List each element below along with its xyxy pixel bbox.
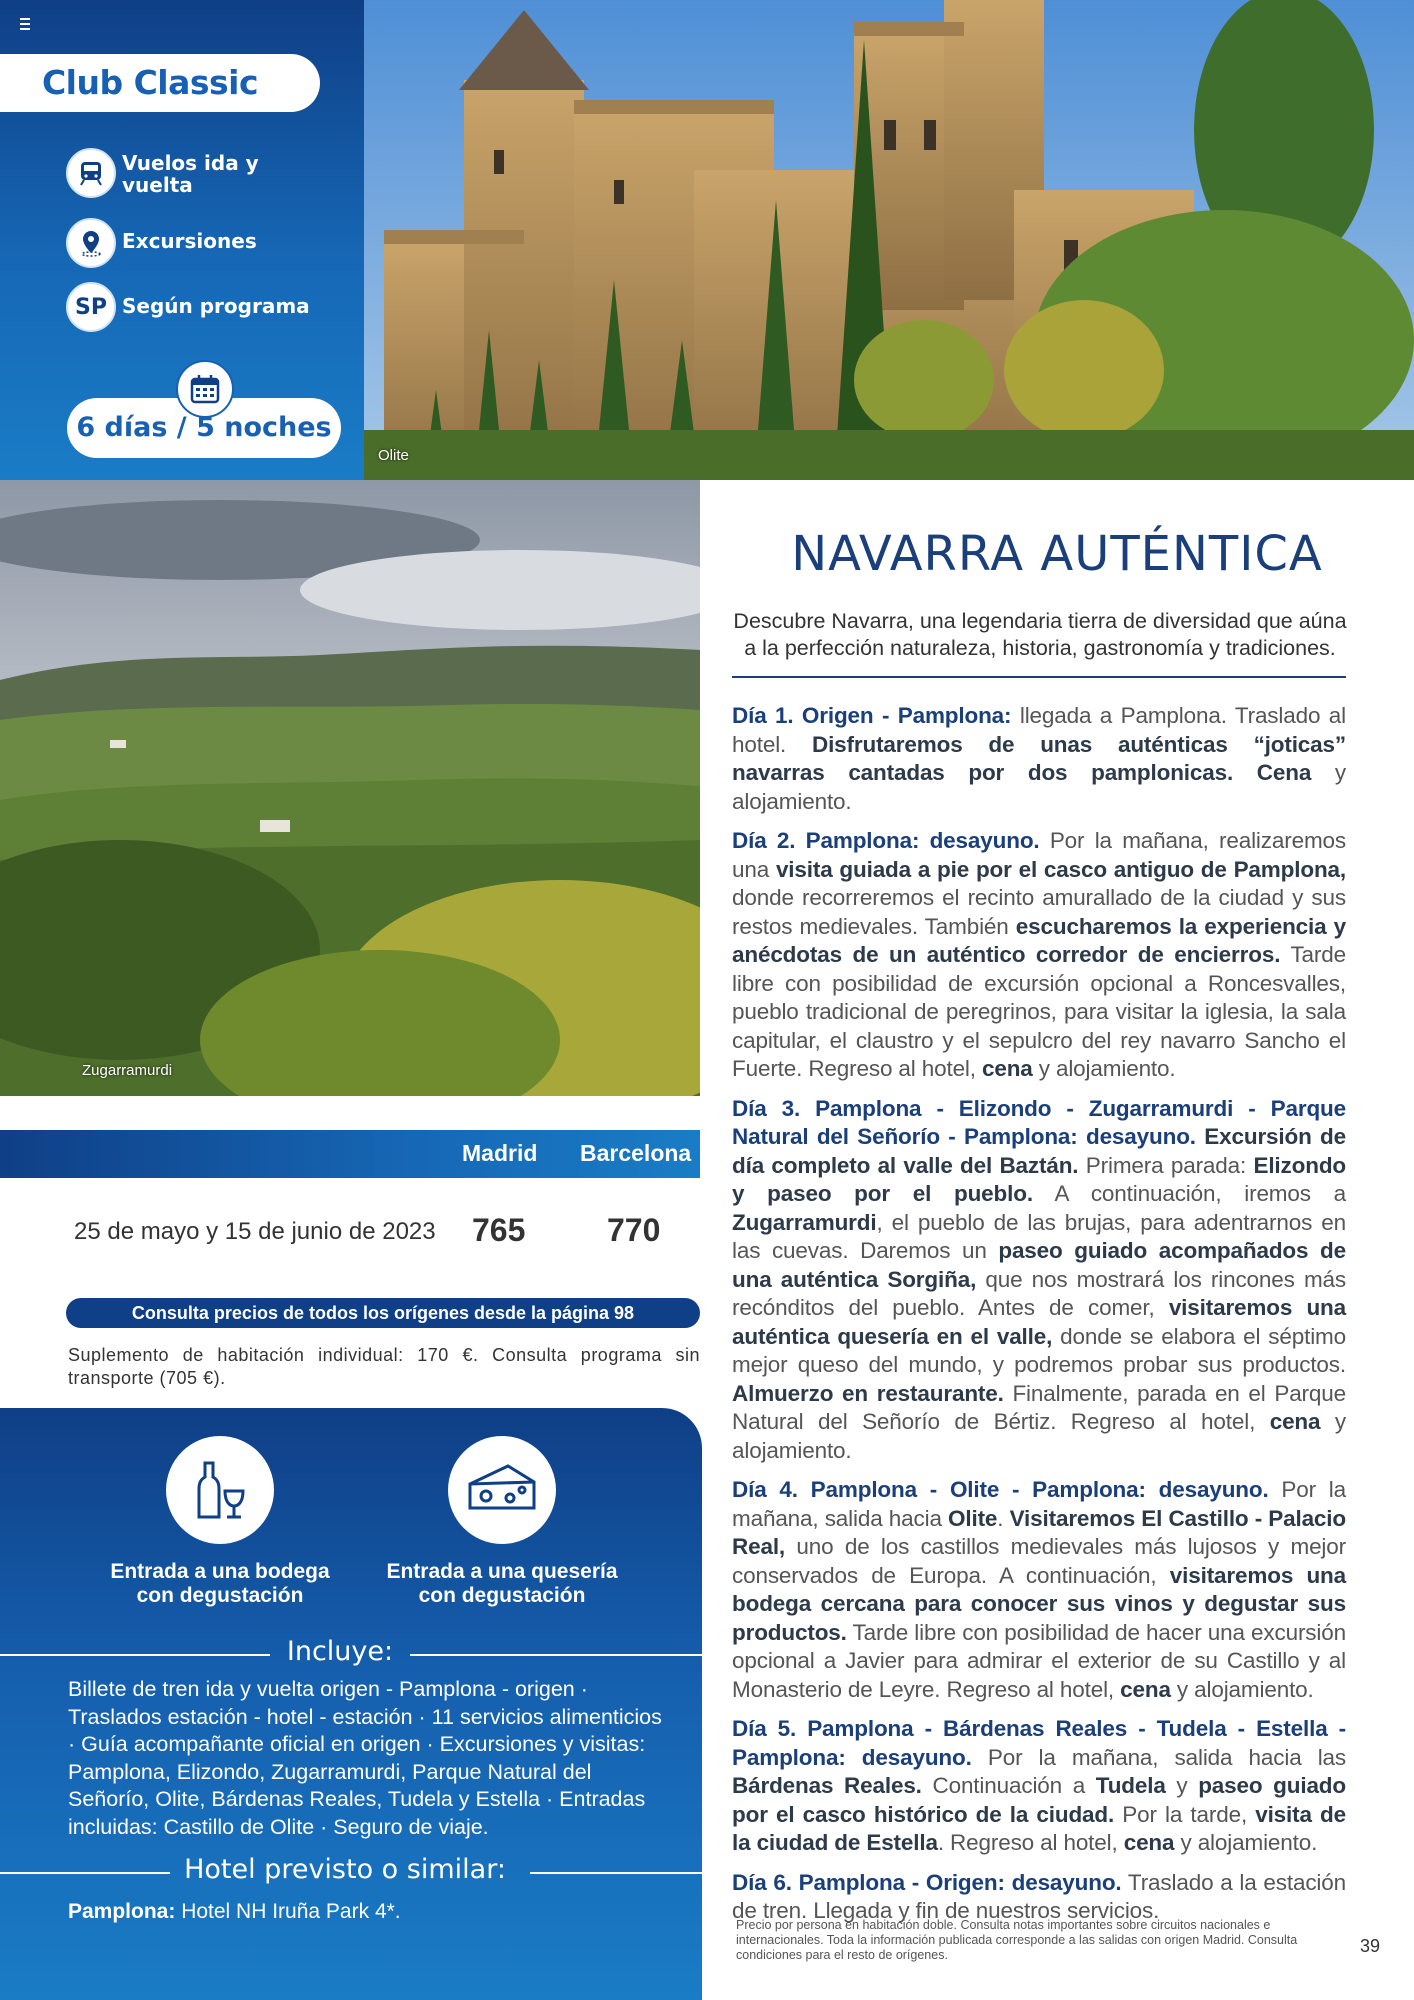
day-heading: Día 6. Pamplona - Origen: desayuno. xyxy=(732,1869,1122,1895)
day-text: donde recorreremos el recinto amurallado de la ciudad y sus restos medievales. También xyxy=(732,885,1346,939)
day-heading: Día 5. Pamplona - Bárdenas Reales - Tudela - Estella - Pamplona: desayuno. xyxy=(732,1716,1346,1770)
footnote: Precio por persona en habitación doble. Consulta notas importantes sobre circuitos nacionales e internacionales. Toda la información publicada corresponde a las salidas con origen Madrid. Consulta condiciones para el resto de orígenes. xyxy=(736,1918,1298,1962)
day-text: Primera parada: xyxy=(1078,1152,1254,1178)
price-madrid: 765 xyxy=(472,1212,526,1248)
day-text: . Regreso al hotel, xyxy=(937,1830,1124,1855)
duration-label: 6 días / 5 noches xyxy=(76,412,332,443)
day-text: uno de los castillos medievales más lujosos y mejor conservados de Europa. A continuación, xyxy=(732,1534,1346,1588)
day-text: donde se elabora el séptimo mejor queso del mundo, y podremos probar sus productos. xyxy=(732,1323,1347,1377)
feature-flights-line1: Vuelos ida y xyxy=(122,151,259,175)
day-text: Tarde libre con posibilidad de excursión opcional a Roncesvalles, pueblo tradicional de peregrinos, para visitar la iglesia, la sala capitular, el claustro y el sepulcro del rey navarro Sancho el Fuerte. Regreso al hotel, xyxy=(732,942,1346,1081)
hotel-line xyxy=(68,1900,668,1924)
feature-excursions: Excursiones xyxy=(122,229,257,253)
incluye-text: Billete de tren ida y vuelta origen - Pamplona - origen · Traslados estación - hotel - estación · 11 servicios alimenticios · Guía acompañante oficial en origen · Excursiones y visitas: Pamplona, Elizondo, Zugarramurdi, Parque Natural del Señorío, Olite, Bárdenas Reales, Tudela y Estella · Entradas incluidas: Castillo de Olite · Seguro de viaje. xyxy=(68,1677,662,1839)
sp-icon: SP xyxy=(66,282,116,332)
price-barcelona: 770 xyxy=(607,1212,661,1248)
hotel-name: Hotel NH Iruña Park 4*. xyxy=(181,1900,401,1923)
bodega-label xyxy=(100,1560,340,1608)
incluye-rule-left xyxy=(0,1654,270,1656)
day-highlight: Elizondo y paseo por el pueblo. xyxy=(732,1152,1347,1206)
day-highlight: cena xyxy=(1269,1409,1321,1434)
price-col-barcelona: Barcelona xyxy=(580,1140,692,1166)
day-text: y xyxy=(1165,1773,1199,1798)
day-highlight: cena xyxy=(1120,1676,1171,1702)
itinerary-day-2 xyxy=(732,827,1346,1084)
day-highlight: cena xyxy=(981,1056,1033,1081)
day-text: Continuación a xyxy=(921,1773,1096,1798)
itinerary-day-1 xyxy=(732,702,1346,816)
day-text: y alojamiento. xyxy=(1174,1830,1318,1855)
olite-castle-photo xyxy=(364,0,1414,480)
day-text xyxy=(1196,1124,1204,1149)
day-text: y alojamiento. xyxy=(1170,1676,1314,1702)
itinerary-day-6 xyxy=(732,1869,1346,1926)
page-number: 39 xyxy=(1360,1936,1381,1956)
hotel-city: Pamplona: xyxy=(68,1900,176,1923)
price-col-madrid: Madrid xyxy=(462,1140,538,1166)
cheese-icon xyxy=(448,1436,556,1544)
day-highlight: Olite xyxy=(948,1505,998,1531)
day-highlight: Bárdenas Reales. xyxy=(732,1773,922,1798)
day-text: Por la mañana, realizaremos una xyxy=(732,828,1347,882)
day-text: Por la tarde, xyxy=(1114,1801,1256,1827)
incluye-rule-right xyxy=(410,1654,702,1656)
day-highlight: Visitaremos El Castillo - Palacio Real, xyxy=(732,1505,1346,1559)
day-heading: Día 2. Pamplona: desayuno. xyxy=(732,828,1040,853)
day-highlight: Almuerzo en restaurante. xyxy=(732,1380,1004,1406)
day-text: Traslado a la estación de tren. Llegada y fin de nuestros servicios. xyxy=(732,1869,1346,1923)
day-text: , el pueblo de las brujas, para adentrarnos en las cuevas. Daremos un xyxy=(732,1209,1346,1263)
consulta-precios-link[interactable]: Consulta precios de todos los orígenes desde la página 98 xyxy=(66,1298,700,1328)
feature-flights-line2: vuelta xyxy=(122,173,193,197)
bodega-label-line1: Entrada a una bodega xyxy=(110,1560,330,1583)
day-text: Por la mañana, salida hacia xyxy=(732,1477,1346,1531)
day-text: Finalmente, parada en el Parque Natural del Señorío de Bértiz. Regreso al hotel, xyxy=(732,1380,1346,1434)
day-text: y alojamiento. xyxy=(1032,1056,1176,1081)
intro-text: Descubre Navarra, una legendaria tierra de diversidad que aúna a la perfección naturaleza, historia, gastronomía y tradiciones. xyxy=(733,609,1347,660)
day-text: A continuación, iremos a xyxy=(1032,1181,1346,1206)
day-highlight: Excursión de día completo al valle del Baztán. xyxy=(732,1124,1347,1178)
club-label: Club Classic xyxy=(41,63,259,102)
day-text: y alojamiento. xyxy=(732,760,1346,814)
day-text: y alojamiento. xyxy=(732,1409,1347,1463)
itinerary-day-5 xyxy=(732,1715,1346,1858)
zugarramurdi-photo xyxy=(0,480,700,1096)
day-highlight: visita guiada a pie por el casco antiguo de Pamplona, xyxy=(775,856,1346,882)
hotel-title: Hotel previsto o similar: xyxy=(184,1854,506,1885)
hotel-rule-right xyxy=(530,1872,702,1874)
itinerary xyxy=(732,702,1346,1937)
feature-flights xyxy=(122,152,259,196)
itinerary-day-4 xyxy=(732,1476,1346,1704)
queseria-label-line1: Entrada a una quesería xyxy=(386,1560,618,1583)
day-text: Por la mañana, salida hacia las xyxy=(971,1744,1347,1770)
intro-divider xyxy=(732,676,1346,678)
day-highlight: visita de la ciudad de Estella xyxy=(732,1801,1346,1855)
day-highlight: Tudela xyxy=(1095,1773,1166,1798)
day-text: llegada a Pamplona. Traslado al hotel. xyxy=(732,703,1346,757)
day-highlight: escucharemos la experiencia y anécdotas de un auténtico corredor de encierros. xyxy=(732,913,1346,967)
day-heading: Día 3. Pamplona - Elizondo - Zugarramurdi - Parque Natural del Señorío - Pamplona: desayuno. xyxy=(732,1095,1346,1149)
feature-program: Según programa xyxy=(122,294,310,318)
bodega-label-line2: con degustación xyxy=(136,1584,304,1607)
day-highlight: paseo guiado acompañados de una auténtica Sorgiña, xyxy=(732,1238,1346,1292)
page-title: NAVARRA AUTÉNTICA xyxy=(791,526,1323,582)
incluye-title: Incluye: xyxy=(286,1636,394,1667)
wine-bottle-icon xyxy=(166,1436,274,1544)
itinerary-day-3 xyxy=(732,1095,1346,1466)
map-pin-icon xyxy=(66,218,116,268)
day-text: . xyxy=(997,1505,1010,1531)
day-heading: Día 1. Origen - Pamplona: xyxy=(732,703,1012,728)
day-text: que nos mostrará los rincones más recónditos del pueblo. Antes de comer, xyxy=(732,1266,1346,1320)
olite-caption: Olite xyxy=(378,447,409,464)
menu-icon[interactable] xyxy=(20,18,30,30)
day-highlight: Disfrutaremos de unas auténticas “joticas” navarras cantadas por dos pamplonicas. Cena xyxy=(732,731,1347,785)
day-highlight: cena xyxy=(1123,1830,1175,1855)
day-highlight: visitaremos una bodega cercana para conocer sus vinos y degustar sus productos. xyxy=(732,1562,1347,1645)
day-highlight: visitaremos una auténtica quesería en el valle, xyxy=(732,1295,1346,1349)
train-icon xyxy=(66,148,116,198)
day-highlight: Zugarramurdi xyxy=(732,1209,877,1235)
queseria-label xyxy=(382,1560,622,1608)
zugarramurdi-caption: Zugarramurdi xyxy=(82,1062,173,1079)
queseria-label-line2: con degustación xyxy=(418,1584,586,1607)
hotel-rule-left xyxy=(0,1872,170,1874)
suplemento-text: Suplemento de habitación individual: 170 €. Consulta programa sin transporte (705 €). xyxy=(68,1345,700,1388)
day-highlight: paseo guiado por el casco histórico de la ciudad. xyxy=(732,1773,1346,1827)
day-text: Tarde libre con posibilidad de hacer una excursión opcional a Javier para admirar el exterior de su Castillo y al Monasterio de Leyre. Regreso al hotel, xyxy=(732,1619,1346,1702)
price-row-dates: 25 de mayo y 15 de junio de 2023 xyxy=(74,1218,436,1245)
day-heading: Día 4. Pamplona - Olite - Pamplona: desayuno. xyxy=(732,1477,1269,1502)
